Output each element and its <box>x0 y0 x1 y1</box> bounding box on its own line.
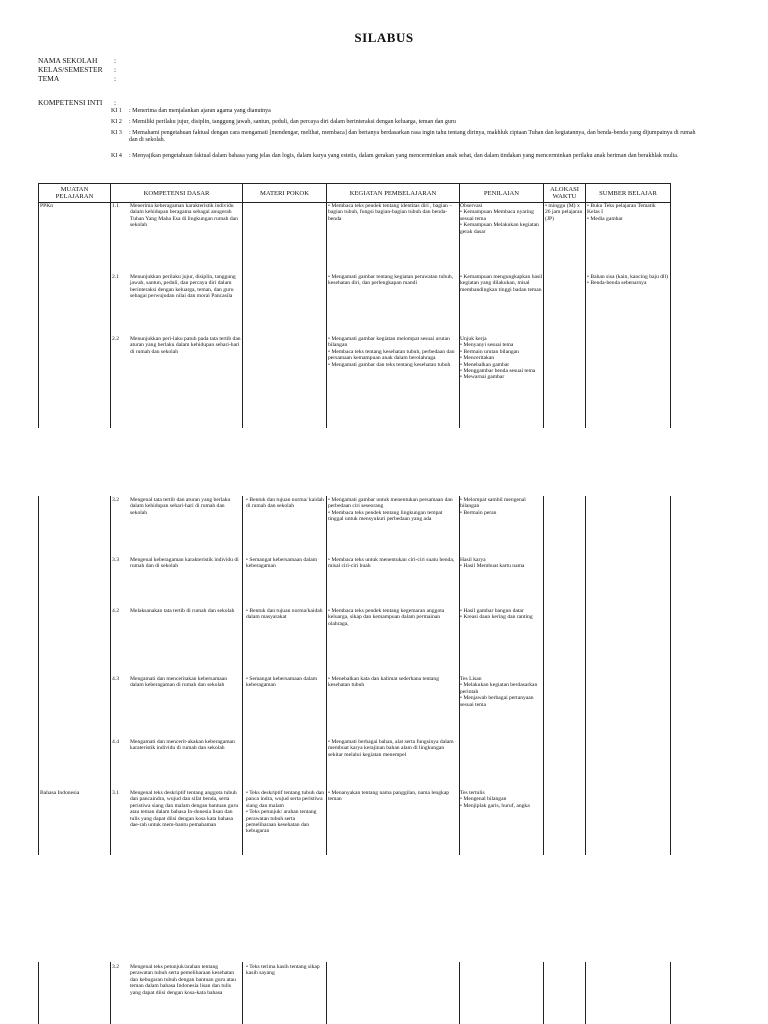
cell-kompetensi-dasar: Menunjukkan peri-laku patuh pada tata tertib dan aturan yang berlaku dalam kehidupan sehari-hari di rumah dan sekolah <box>130 336 241 355</box>
column-rule <box>110 496 111 855</box>
ki-4: KI 4 : Menyajikan pengetahuan faktual dalam bahasa yang jelas dan logis, dalam karya yang estetis, dalam gerakan yang mencerminkan anak sehat, dan dalam tindakan yang mencerminkan perilaku anak beriman dan berakhlak mulia. <box>111 153 679 159</box>
kd-number: 3.2 <box>112 964 119 970</box>
column-rule <box>242 201 243 428</box>
column-rule <box>670 201 671 428</box>
column-rule <box>670 496 671 855</box>
cell-materi: • Bentuk dan tujuan norma/ kaidah di rumah dan sekolah <box>246 497 324 510</box>
syllabus-table-header <box>38 183 671 203</box>
cell-alokasi: • minggu (M) x 26 jam pelajaran (JP) <box>545 203 583 222</box>
cell-materi: • Bentuk dan tujuan norma/kaidah dalam masyarakat <box>246 608 323 621</box>
cell-subject: Bahasa Indonesia <box>40 790 80 796</box>
identity-school: NAMA SEKOLAH : <box>38 56 117 65</box>
kd-number: 4.2 <box>112 608 119 614</box>
cell-kegiatan: • Mengamati gambar untuk menentukan persamaan dan perbedaan ciri seseorang • Membaca teks pendek tentang lingkungan tempat tinggal untuk mensyukuri perbedaan yang ada <box>328 497 453 523</box>
column-rule <box>326 962 327 1024</box>
kd-number: 2.2 <box>112 336 119 342</box>
header-muatan: MUATAN PELAJARAN <box>39 184 111 203</box>
cell-penilaian: • Hasil gambar bangun datar • Kreasi daun kering dan ranting <box>460 608 533 621</box>
kd-number: 3.2 <box>112 497 119 503</box>
column-rule <box>242 962 243 1024</box>
column-rule <box>326 201 327 428</box>
cell-kegiatan: • Membaca teks untuk menentukan ciri-ciri suatu benda, misal ciri-ciri buah <box>328 557 455 570</box>
document-title: SILABUS <box>354 30 414 45</box>
cell-kompetensi-dasar: Mengenal keberagaman karakteristik individu di rumah dan di sekolah <box>130 557 239 570</box>
cell-kompetensi-dasar: Mengenal teks deskriptif tentang anggota tubuh dan pancaindra, wujud dan sifat benda, serta peristiwa siang dan malam dengan bantuan guru atau teman dalam bahasa In-donesia lisan dan tulis yang dapat diisi dengan kosa kata bahasa dae-rah untuk mem-bantu pemahaman <box>130 790 239 829</box>
ki-2: KI 2 : Memiliki perilaku jujur, disiplin, tanggung jawab, santun, peduli, dan percaya diri dalam berinteraksi dengan keluarga, teman dan guru <box>111 119 456 125</box>
column-rule <box>670 962 671 1024</box>
cell-penilaian: Unjuk kerja • Menyanyi sesuai tema • Bermain urutan bilangan • Menceritakan • Menebalkan gambar • Menggambar benda sesuai tema • Mewarnai gambar <box>460 336 536 381</box>
column-rule <box>110 201 111 428</box>
cell-sumber: • Buku Teks pelajaran Tematik Kelas I • Media gambar <box>587 203 656 222</box>
cell-kompetensi-dasar: Melaksanakan tata tertib di rumah dan sekolah <box>130 608 235 614</box>
kd-number: 4.3 <box>112 676 119 682</box>
cell-penilaian: Observasi • Kemampuan Membaca nyaring sesuai tema • Kemampuan Melakukan kegiatan gerak dasar <box>460 203 539 235</box>
identity-block <box>38 56 116 83</box>
header-materi-pokok: MATERI POKOK <box>243 184 327 203</box>
cell-kompetensi-dasar: Mengenal teks petunjuk/arahan tentang perawatan tubuh serta pemeliharaan kesehatan dan kebugaran tubuh dengan bantuan guru atau teman dalam bahasa Indonesia lisan dan tulis yang dapat diisi dengan kosa-kata bahasa <box>130 964 236 996</box>
kd-number: 1.1 <box>112 203 119 209</box>
cell-kegiatan: • Menanyakan tentang nama panggilan, nama lengkap teman <box>328 790 450 803</box>
header-kegiatan: KEGIATAN PEMBELAJARAN <box>327 184 460 203</box>
cell-kompetensi-dasar: Menerima keberagaman karakteristik individu dalam kehidupan beragama sebagai anugerah Tuhan Yang Maha Esa di lingkungan rumah dan sekolah <box>130 203 238 229</box>
cell-materi: • Teks deskriptif tentang tubuh dan panca indra, wujud serta peristiwa siang dan malam • Teks petunjuk/ arahan tentang perawatan tubuh serta pemeliharaan kesehatan dan kebugaran <box>246 790 325 835</box>
cell-kompetensi-dasar: Mengamati dan mencerit-akakan keberagaman karateristik individu di rumah dan sekolah <box>130 739 235 752</box>
cell-kegiatan: • Membaca teks pendek tentang kegemaran anggota keluarga, sikap dan kemampuan dalam permainan olahraga, <box>328 608 445 627</box>
kd-number: 2.1 <box>112 274 119 280</box>
cell-penilaian: • Kemampuan mengungkapkan hasil kegiatan yang dilakukan, misal membandingkan tinggi badan teman <box>460 274 543 293</box>
kd-number: 3.3 <box>112 557 119 563</box>
cell-materi: • Teks terima kasih tentang sikap kasih sayang <box>246 964 320 977</box>
kd-number: 4.4 <box>112 739 119 745</box>
header-penilaian: PENILAIAN <box>460 184 544 203</box>
cell-penilaian: • Melompat sambil mengenal bilangan • Bermain peran <box>460 497 526 516</box>
column-rule <box>459 962 460 1024</box>
cell-penilaian: Hasil karya • Hasil Membuat kartu nama <box>460 557 525 570</box>
header-kompetensi-dasar: KOMPETENSI DASAR <box>111 184 243 203</box>
column-rule <box>326 496 327 855</box>
column-rule <box>543 201 544 428</box>
cell-penilaian: Tes tertulis • Mengenal bilangan • Menjiplak garis, huruf, angka <box>460 790 530 809</box>
column-rule <box>585 201 586 428</box>
column-rule <box>585 962 586 1024</box>
cell-penilaian: Tes Lisan • Melakukan kegiatan berdasarkan perintah • Menjawab berbagai pertanyaan sesuai tema <box>460 676 538 708</box>
cell-sumber: • Bahan sisa (kain, kancing baju dll) • Benda-benda sebenarnya <box>587 274 669 287</box>
cell-kompetensi-dasar: Menunjukkan perilaku jujur, disiplin, tanggung jawab, santun, peduli, dan percaya diri dalam berinteraksi dengan keluarga, teman, dan guru sebagai perwujudan nilai dan moral Pancasila <box>130 274 236 300</box>
ki-heading: KOMPETENSI INTI : <box>38 98 117 107</box>
cell-kegiatan: • Menebalkan kata dan kalimat sederhana tentang kesehatan tubuh <box>328 676 439 689</box>
kd-number: 3.1 <box>112 790 119 796</box>
ki-1: KI 1 : Menerima dan menjalankan ajaran agama yang dianutnya <box>111 108 271 114</box>
header-alokasi: ALOKASI WAKTU <box>544 184 586 203</box>
cell-kegiatan: • Mengamati gambar kegiatan melompat sesuai urutan bilangan • Membaca teks tentang kesehatan tubuh, perbedaan dan persamaan kemampuan anak dalam berolahraga • Mengamati gambar dan teks tentang kesehatan tubuh <box>328 336 455 368</box>
header-sumber: SUMBER BELAJAR <box>586 184 671 203</box>
column-rule <box>110 962 111 1024</box>
column-rule <box>459 201 460 428</box>
column-rule <box>242 496 243 855</box>
column-rule <box>38 962 39 1024</box>
cell-kegiatan: • Mengamati gambar tentang kegiatan perawatan tubuh, kesehatan diri, dan perlengkapan mandi <box>328 274 454 287</box>
cell-kompetensi-dasar: Mengenal tata tertib dan aturan yang berlaku dalam kehidupan sehari-hari di rumah dan sekolah <box>130 497 231 516</box>
cell-materi: • Semangat kebersamaan dalam keberagaman <box>246 557 318 570</box>
column-rule <box>543 962 544 1024</box>
cell-subject: PPKn <box>40 203 54 209</box>
cell-kompetensi-dasar: Mengamati dan menceritakan kebersamaan dalam keberagaman di rumah dan sekolah <box>130 676 228 689</box>
cell-kegiatan: • Membaca teks pendek tentang identitas diri , bagian – bagian tubuh, fungsi bagian-bagian tubuh dan benda-benda <box>328 203 453 222</box>
identity-theme: TEMA : <box>38 74 117 83</box>
cell-kegiatan: • Mengamati berbagai bahan, alat serta fungsinya dalam membuat karya kerajinan bahan alam di lingkungan sekitar melalui kegiatan menempel <box>328 739 454 758</box>
column-rule <box>38 201 39 428</box>
identity-class: KELAS/SEMESTER : <box>38 65 117 74</box>
column-rule <box>585 496 586 855</box>
cell-materi: • Semangat kebersamaan dalam keberagaman <box>246 676 318 689</box>
column-rule <box>38 496 39 855</box>
ki-3: KI 3 : Memahami pengetahuan faktual dengan cara mengamati [mendengar, melihat, membaca] dan bertanya berdasarkan rasa ingin tahu tentang dirinya, makhluk ciptaan Tuhan dan kegiatannya, dan benda-benda yang dijumpainya di rumah dan di sekolah. <box>111 130 696 144</box>
